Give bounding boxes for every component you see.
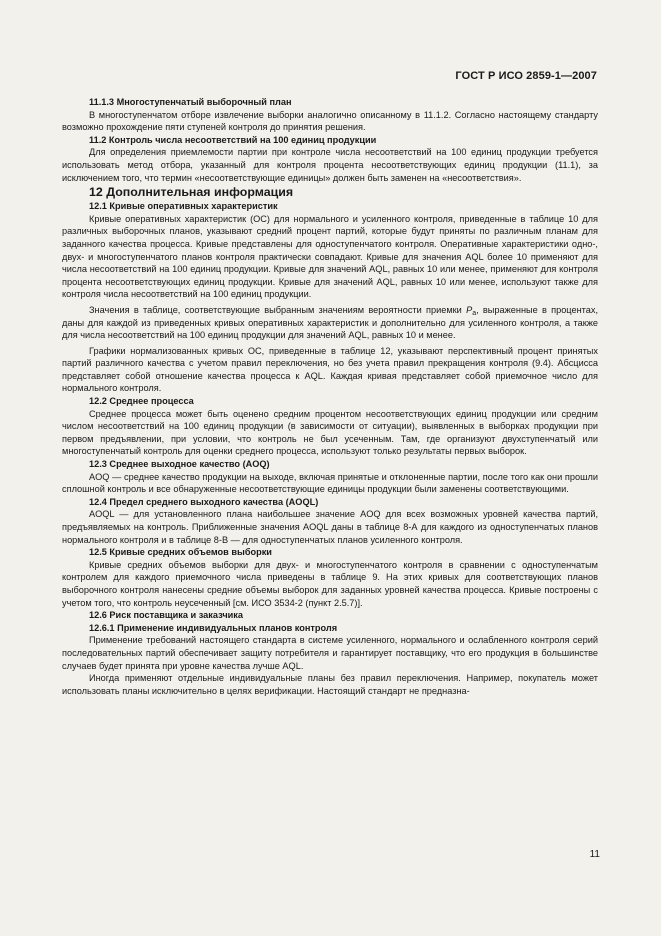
text-run: Значения в таблице, соответствующие выбранным значениям вероятности приемки (89, 304, 467, 315)
heading-12-4: 12.4 Предел среднего выходного качества (AOQL) (89, 496, 319, 507)
paragraph: Кривые оперативных характеристик (ОС) для нормального и усиленного контроля, приведенные в таблице 10 для различных выборочных планов, указывают средний процент партий, которые будут приняты по различным планам для заданного качества процесса. Кривые представлены для одноступенчатого контроля. Оперативные характеристики одно-, двух- и многоступенчатого планов контроля практически совпадают. Кривые для значения AQL более 10 применяют для числа несоответствий на 100 единиц продукции. Кривые для значений AQL, равных 10 или менее, применяют для контроля процента несоответствующих единиц продукции. Кривые для значений AQL, равных 10 или менее, используют также для контроля числа несоответствий на 100 единиц продукции. (62, 213, 598, 300)
paragraph: Кривые средних объемов выборки для двух- и многоступенчатого контроля в сравнении с одноступенчатым контролем для каждого приемочного числа приведены в таблице 9. На этих кривых для соответствующих планов выборочного контроля нанесены средние объемы выборок для заданных уровней качества процесса. Кривые построены с учетом того, что контроль неусеченный [см. ИСО 3534-2 (пункт 2.5.7)]. (62, 559, 598, 608)
paragraph (62, 304, 598, 342)
heading-11-2: 11.2 Контроль числа несоответствий на 100 единиц продукции (89, 134, 377, 145)
heading-12-6: 12.6 Риск поставщика и заказчика (89, 610, 244, 621)
heading-12-2: 12.2 Среднее процесса (89, 396, 194, 407)
heading-12: 12 Дополнительная информация (89, 185, 294, 200)
paragraph: Для определения приемлемости партии при контроле числа несоответствий на 100 единиц продукции требуется использовать метод отбора, указанный для контроля процента несоответствующих единиц продукции (11.1), за исключением того, что термин «несоответствующие единицы» должен быть заменен на «несоответствия». (62, 147, 598, 183)
heading-11-1-3: 11.1.3 Многоступенчатый выборочный план (89, 97, 292, 107)
document-header: ГОСТ Р ИСО 2859-1—2007 (455, 70, 597, 82)
symbol-p: P (466, 304, 473, 315)
subscript-a: a (472, 309, 477, 317)
paragraph: Применение требований настоящего стандарта в системе усиленного, нормального и ослабленного контроля серий последовательных партий обеспечивает защиту потребителя и гарантирует поставщику, что его продукция в большинстве случаев будет принята при уровне качества лучше AQL. (62, 635, 598, 671)
paragraph: В многоступенчатом отборе извлечение выборки аналогично описанному в 11.1.2. Согласно настоящему стандарту возможно прохождение пяти ступеней контроля до принятия решения. (62, 109, 598, 133)
document-body (62, 96, 598, 697)
paragraph: AOQL — для установленного плана наибольшее значение AOQ для всех возможных уровней качества партий, предъявляемых на контроль. Приближенные значения AOQL даны в таблице 8-А для каждого из одноступенчатых планов нормального контроля и в таблице 8-В — для одноступенчатых планов усиленного контроля. (62, 509, 598, 545)
paragraph: Среднее процесса может быть оценено средним процентом несоответствующих единиц продукции или средним числом несоответствий на 100 единиц продукции (в зависимости от ситуации), выявленных в выборках продукции при первом предъявлении, при условии, что контроль не был усеченным. Там, где организуют двухступенчатый или многоступенчатый контроль для оценки среднего процесса, используют только результаты первых выборок. (62, 408, 598, 457)
paragraph: Иногда применяют отдельные индивидуальные планы без правил переключения. Например, покупатель может использовать планы исключительно в целях верификации. Настоящий стандарт не предназна- (62, 673, 598, 696)
paragraph: Графики нормализованных кривых ОС, приведенные в таблице 12, указывают перспективный процент принятых партий различного качества с учетом правил переключения, но без учета правил прекращения контроля (9.4). Абсцисса представляет собой отношение качества процесса к AQL. Каждая кривая представляет собой приемочное число для нормального контроля. (62, 345, 598, 394)
text-run: , выраженные в процентах, даны для каждой из приведенных кривых оперативных характеристик и дополнительно для усиленного контроля, а также для числа несоответствий на 100 единиц продукции для значений AQL, равных 10 и менее. (62, 304, 599, 341)
paragraph: AOQ — среднее качество продукции на выходе, включая принятые и отклоненные партии, после того как они прошли сплошной контроль и все обнаруженные несоответствующие единицы продукции были заменены соответствующими. (62, 471, 598, 495)
heading-12-5: 12.5 Кривые средних объемов выборки (89, 547, 272, 558)
page-number: 11 (589, 849, 600, 860)
heading-12-3: 12.3 Среднее выходное качество (AOQ) (89, 459, 270, 470)
heading-12-1: 12.1 Кривые оперативных характеристик (89, 201, 278, 212)
heading-12-6-1: 12.6.1 Применение индивидуальных планов контроля (89, 622, 338, 633)
